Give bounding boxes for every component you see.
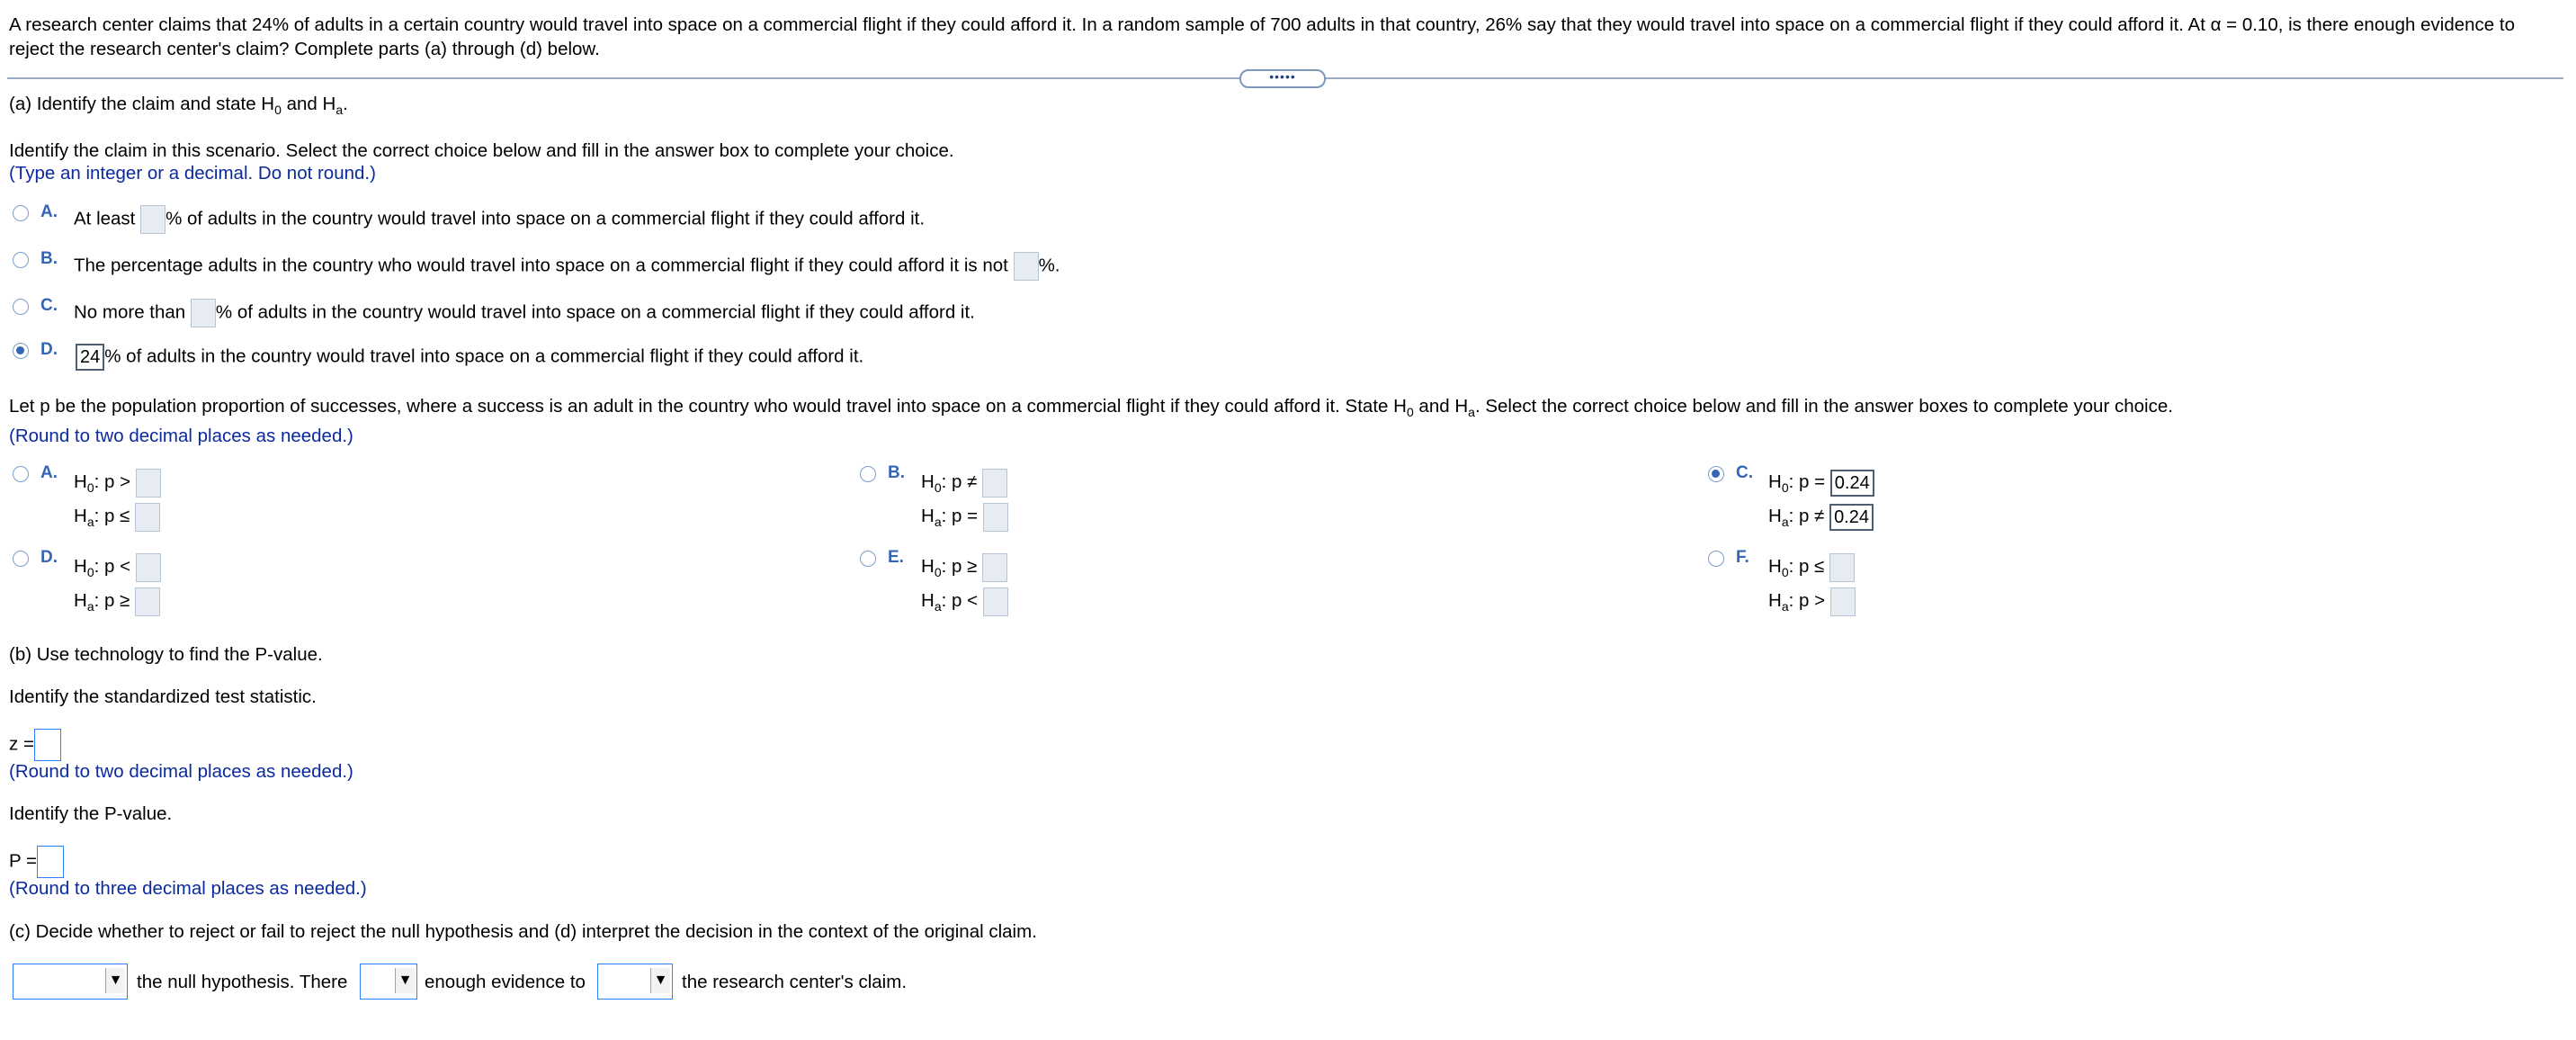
p-answer-row	[9, 846, 64, 878]
claim-option-c-radio[interactable]	[13, 299, 29, 315]
hyp-option-d-h0-input[interactable]	[136, 553, 161, 582]
hyp-option-b-letter: B.	[888, 463, 905, 482]
hyp-option-a-h0-input[interactable]	[136, 469, 161, 498]
hyp-option-a: $H_0$: p > $H_a$: p ≤	[74, 465, 161, 533]
hyp-option-c-ha-input[interactable]: 0.24	[1829, 504, 1874, 531]
hyp-option-a-radio[interactable]	[13, 466, 29, 482]
hypothesis-hint: (Round to two decimal places as needed.)	[9, 426, 353, 446]
hyp-option-e-radio[interactable]	[860, 551, 876, 567]
z-label: z =	[9, 733, 34, 755]
p-hint: (Round to three decimal places as needed.)	[9, 878, 367, 899]
hyp-option-f-h0-input[interactable]	[1829, 553, 1855, 582]
hyp-option-f-ha-input[interactable]	[1830, 587, 1856, 616]
claim-option-b-input[interactable]	[1014, 252, 1039, 281]
claim-text: the research center's claim.	[682, 972, 908, 992]
hyp-option-c-letter: C.	[1736, 463, 1753, 482]
p-instruction: Identify the P-value.	[9, 803, 173, 824]
claim-option-d: 24 % of adults in the country would travel into space on a commercial flight if they could afford it.	[76, 344, 863, 371]
chevron-down-icon: ▼	[105, 968, 125, 993]
hyp-option-e-letter: E.	[888, 548, 904, 567]
chevron-down-icon: ▼	[395, 968, 415, 993]
hyp-option-f-radio[interactable]	[1708, 551, 1724, 567]
hyp-option-d-letter: D.	[40, 548, 58, 567]
claim-option-d-radio[interactable]	[13, 343, 29, 359]
hyp-option-c-h0-input[interactable]: 0.24	[1830, 470, 1874, 497]
claim-option-b-letter: B.	[40, 249, 58, 268]
expand-button[interactable]: •••••	[1239, 69, 1326, 88]
claim-option-d-input[interactable]: 24	[76, 344, 104, 371]
claim-option-d-letter: D.	[40, 340, 58, 359]
z-hint: (Round to two decimal places as needed.)	[9, 761, 353, 782]
decision-text: the null hypothesis. There	[137, 972, 348, 992]
problem-statement: A research center claims that 24% of adults in a certain country would travel into space on a commercial flight if they could afford it. In a random sample of 700 adults in that country, 26% say that they would travel into space on a commercial flight if they could afford it. At α = 0.10, is there enough evidence to reject the research center's claim? Complete parts (a) through (d) below.	[9, 14, 2515, 59]
hyp-option-b-h0-input[interactable]	[982, 469, 1007, 498]
claim-option-c-letter: C.	[40, 296, 58, 315]
hyp-option-e-ha-input[interactable]	[983, 587, 1008, 616]
z-answer-row	[9, 729, 61, 761]
claim-option-b: The percentage adults in the country who would travel into space on a commercial flight if they could afford it is not %.	[74, 252, 1060, 281]
hyp-option-c: $H_0$: p = 0.24 $H_a$: p ≠ 0.24	[1768, 465, 1874, 533]
p-label: P =	[9, 850, 37, 872]
hyp-option-f-letter: F.	[1736, 548, 1749, 567]
claim-action-dropdown[interactable]	[597, 964, 673, 1000]
part-a-heading: (a) Identify the claim and state $H_0$ and $H_a$.	[9, 94, 348, 117]
hyp-option-b: $H_0$: p ≠ $H_a$: p =	[921, 465, 1008, 533]
hyp-option-a-ha-input[interactable]	[135, 503, 160, 532]
claim-option-a: At least % of adults in the country would travel into space on a commercial flight if they could afford it.	[74, 205, 925, 234]
evidence-dropdown[interactable]	[360, 964, 417, 1000]
claim-option-a-input[interactable]	[140, 205, 165, 234]
hyp-option-f: $H_0$: p ≤ $H_a$: p >	[1768, 550, 1856, 618]
part-c-heading: (c) Decide whether to reject or fail to reject the null hypothesis and (d) interpret the decision in the context of the original claim.	[9, 921, 1037, 942]
claim-hint: (Type an integer or a decimal. Do not round.)	[9, 163, 376, 184]
z-instruction: Identify the standardized test statistic.	[9, 686, 317, 707]
hyp-option-e: $H_0$: p ≥ $H_a$: p <	[921, 550, 1008, 618]
hyp-option-b-radio[interactable]	[860, 466, 876, 482]
hyp-option-a-letter: A.	[40, 463, 58, 482]
decision-dropdown[interactable]	[13, 964, 128, 1000]
evidence-text: enough evidence to	[425, 972, 586, 992]
claim-option-b-radio[interactable]	[13, 252, 29, 268]
hyp-option-d: $H_0$: p < $H_a$: p ≥	[74, 550, 161, 618]
claim-option-c: No more than % of adults in the country would travel into space on a commercial flight if they could afford it.	[74, 299, 975, 327]
hyp-option-e-h0-input[interactable]	[982, 553, 1007, 582]
hyp-option-d-radio[interactable]	[13, 551, 29, 567]
claim-option-a-radio[interactable]	[13, 205, 29, 221]
z-input[interactable]	[34, 729, 61, 761]
hyp-option-d-ha-input[interactable]	[135, 587, 160, 616]
chevron-down-icon: ▼	[650, 968, 670, 993]
claim-option-c-input[interactable]	[191, 299, 216, 327]
hypothesis-instruction: Let p be the population proportion of successes, where a success is an adult in the country who would travel into space on a commercial flight if they could afford it. State $H_0$ and $H_a$. Select the correct choice below and fill in the answer boxes to complete your choice.	[9, 396, 2173, 419]
hyp-option-b-ha-input[interactable]	[983, 503, 1008, 532]
claim-instruction: Identify the claim in this scenario. Select the correct choice below and fill in the answer box to complete your choice.	[9, 140, 954, 161]
p-value-input[interactable]	[37, 846, 64, 878]
part-b-heading: (b) Use technology to find the P-value.	[9, 644, 323, 665]
claim-option-a-letter: A.	[40, 202, 58, 221]
hyp-option-c-radio[interactable]	[1708, 466, 1724, 482]
